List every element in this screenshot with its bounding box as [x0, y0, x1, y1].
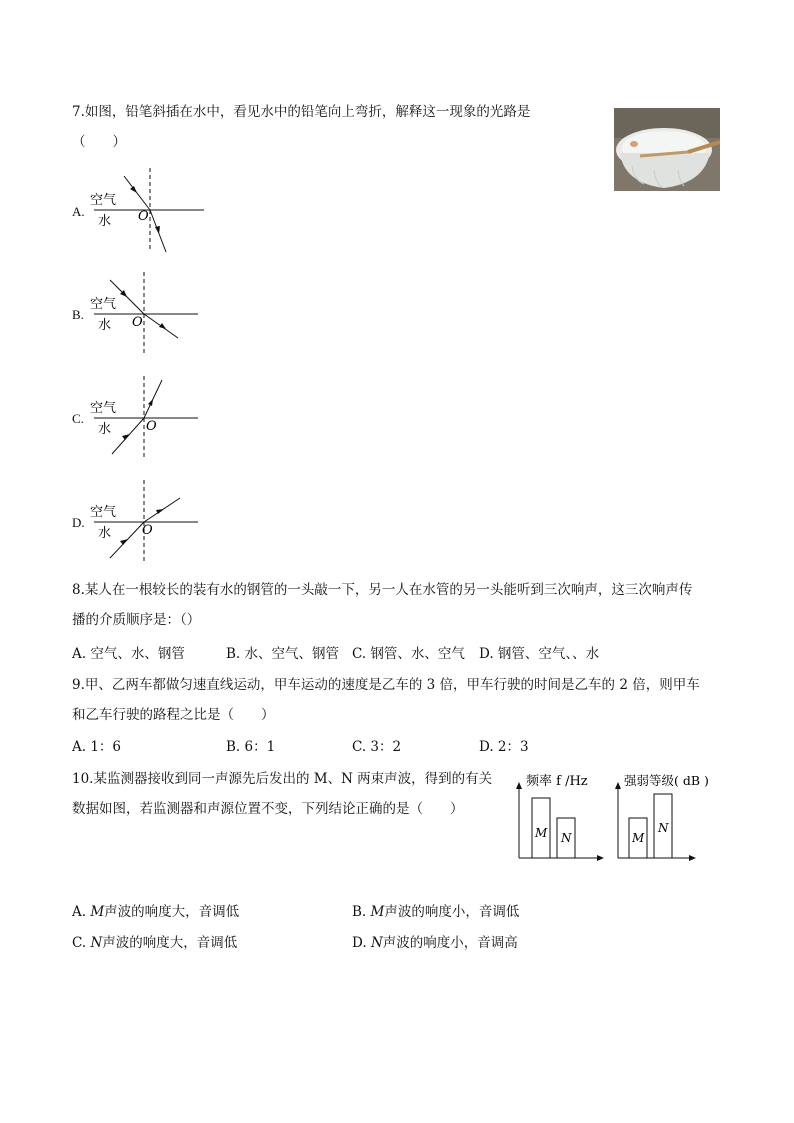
q10-stem-line2: 数据如图，若监测器和声源位置不变，下列结论正确的是（ ）	[72, 801, 464, 817]
q9-option-d: D. 2：3	[479, 739, 529, 755]
q10-stem-line1: 10.某监测器接收到同一声源先后发出的 M、N 两束声波，得到的有关	[72, 771, 493, 787]
q9-option-a: A. 1：6	[72, 739, 122, 755]
q8-option-b: B. 水、空气、钢管	[226, 646, 340, 662]
q7-c-point-label: O	[146, 419, 157, 434]
q7-a-point-label: O	[138, 209, 149, 224]
q8-option-c: C. 钢管、水、空气	[352, 646, 465, 662]
freq-bar-n-label: N	[561, 831, 572, 845]
q7-a-water-label: 水	[98, 214, 112, 229]
arrow-icon	[148, 399, 153, 406]
pencil-in-bowl-photo	[614, 108, 720, 191]
db-bar-n-label: N	[658, 821, 669, 835]
q9-option-c: C. 3：2	[352, 739, 402, 755]
arrow-icon	[120, 539, 128, 545]
q7-option-d-letter: D.	[72, 515, 85, 530]
q10-option-b-text: 声波的响度小，音调低	[384, 904, 520, 920]
q7-option-a-letter: A.	[72, 204, 85, 219]
q7-a-air-label: 空气	[90, 193, 117, 208]
q8-stem-line2: 播的介质顺序是：（）	[72, 612, 201, 628]
db-bar-m-label: M	[632, 831, 645, 845]
q10-option-a	[72, 903, 239, 921]
freq-bar-m-label: M	[535, 826, 548, 840]
q10-option-d	[352, 934, 518, 952]
q7-option-d-diagram	[84, 476, 208, 568]
q7-answer-paren: （ ）	[72, 134, 126, 150]
arrow-icon	[122, 434, 130, 440]
q10-option-d-text: 声波的响度小，音调高	[382, 935, 518, 951]
arrow-icon	[130, 186, 137, 193]
q10-option-c-var: N	[90, 935, 103, 951]
q7-d-air-label: 空气	[90, 505, 117, 520]
q9-stem-line1: 9.甲、乙两车都做匀速直线运动，甲车运动的速度是乙车的 3 倍，甲车行驶的时间是乙车的 2 倍，则甲车	[72, 677, 700, 693]
q7-b-air-label: 空气	[90, 297, 117, 312]
arrow-up-icon	[615, 782, 621, 789]
q7-option-c-diagram	[84, 372, 208, 464]
frequency-bar-chart	[512, 770, 608, 866]
q10-option-a-var: M	[90, 904, 105, 920]
q10-option-c-prefix: C.	[72, 935, 87, 951]
q7-c-water-label: 水	[98, 422, 112, 437]
q7-option-a-diagram	[84, 164, 208, 256]
q7-stem: 7.如图，铅笔斜插在水中，看见水中的铅笔向上弯折，解释这一现象的光路是	[72, 104, 531, 120]
q7-option-b-letter: B.	[72, 307, 84, 322]
arrow-up-icon	[516, 782, 522, 789]
q8-stem-line1: 8.某人在一根较长的装有水的钢管的一头敲一下，另一人在水管的另一头能听到三次响声，这三次响声传	[72, 582, 693, 598]
q7-b-water-label: 水	[98, 318, 112, 333]
q7-d-point-label: O	[142, 523, 153, 538]
q9-option-b: B. 6：1	[226, 739, 276, 755]
q7-d-water-label: 水	[98, 526, 112, 541]
q10-option-b-var: M	[370, 904, 385, 920]
q7-option-c-letter: C.	[72, 411, 84, 426]
arrow-right-icon	[689, 855, 696, 861]
q7-option-b-diagram	[84, 268, 208, 360]
q10-option-a-prefix: A.	[72, 904, 87, 920]
db-chart-title: 强弱等级( dB )	[624, 773, 709, 788]
q10-option-d-prefix: D.	[352, 935, 367, 951]
q10-option-c	[72, 934, 237, 952]
q7-b-point-label: O	[132, 315, 143, 330]
q10-option-b	[352, 903, 519, 921]
arrow-right-icon	[597, 855, 604, 861]
freq-chart-title: 频率 f /Hz	[526, 774, 588, 789]
q8-option-a: A. 空气、水、钢管	[72, 646, 185, 662]
q9-stem-line2: 和乙车行驶的路程之比是（ ）	[72, 707, 275, 723]
arrow-icon	[155, 226, 160, 234]
q10-option-a-text: 声波的响度大，音调低	[104, 904, 240, 920]
q7-c-air-label: 空气	[90, 401, 117, 416]
arrow-icon	[159, 323, 166, 329]
q10-option-d-var: N	[370, 935, 383, 951]
q10-option-c-text: 声波的响度大，音调低	[102, 935, 238, 951]
q10-option-b-prefix: B.	[352, 904, 367, 920]
loudness-bar-chart	[612, 770, 722, 866]
q8-option-d: D. 钢管、空气、、水	[479, 646, 600, 662]
